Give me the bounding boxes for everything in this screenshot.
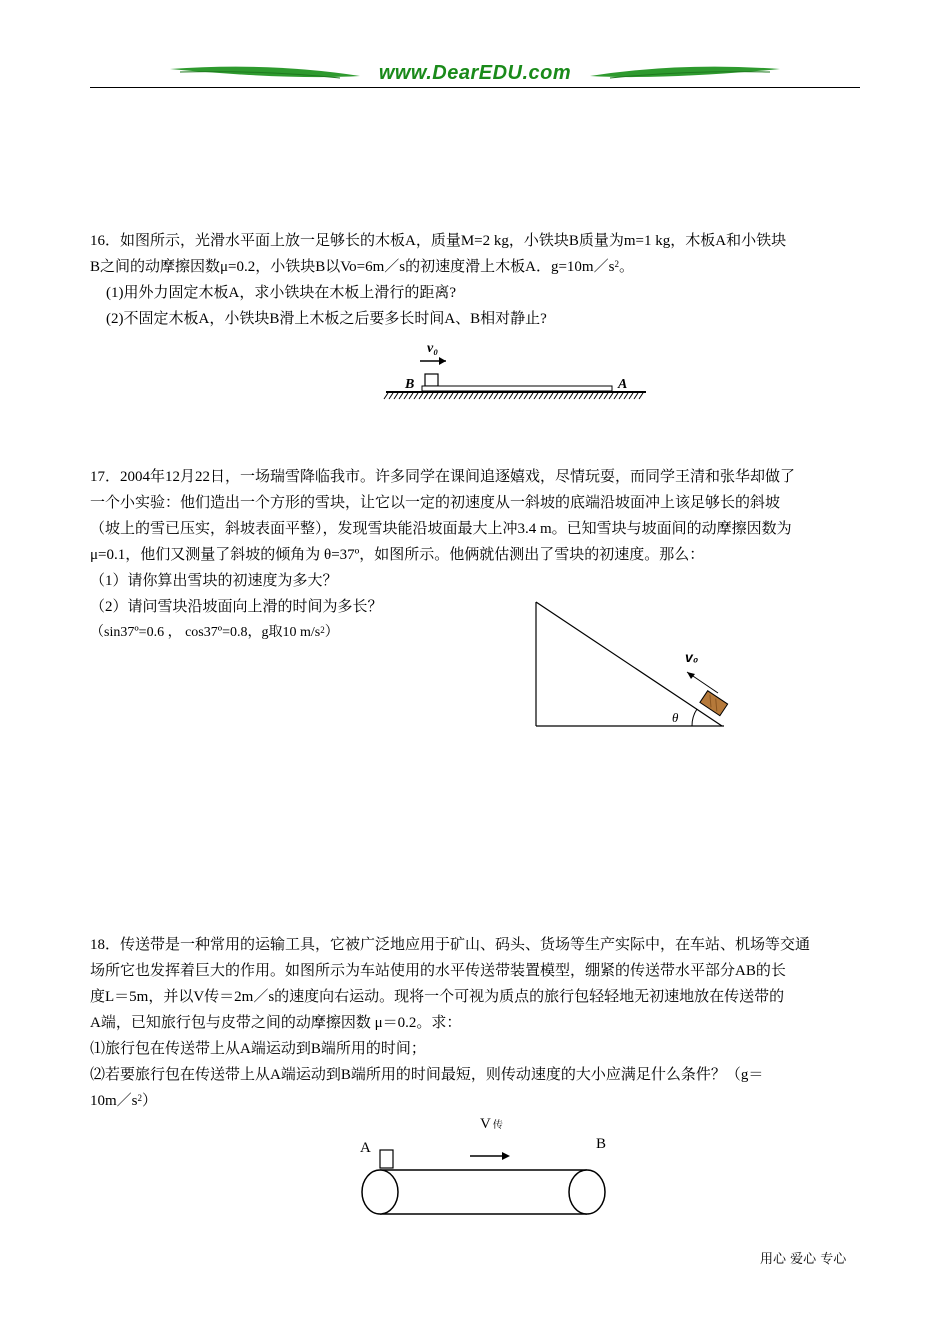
ground-hatch-line: [399, 393, 403, 399]
ground-hatch-line: [619, 393, 623, 399]
q16-line1: 16．如图所示，光滑水平面上放一足够长的木板A，质量M=2 kg，小铁块B质量为m=1 kg，木板A和小铁块: [90, 233, 787, 249]
q17-line3: （坡上的雪已压实，斜坡表面平整），发现雪块能沿坡面最大上冲3.4 m。已知雪块与坡面间的动摩擦因数为: [90, 521, 792, 537]
ground-hatch-line: [599, 393, 603, 399]
ground-hatch-line: [629, 393, 633, 399]
ground-hatch-line: [454, 393, 458, 399]
ground-hatch-line: [614, 393, 618, 399]
q16-wood-board: [422, 386, 612, 391]
ground-hatch-line: [494, 393, 498, 399]
q18-roller-left: [362, 1170, 398, 1214]
q17-note: （sin37º=0.6 ， cos37º=0.8，g取10 $m/s^2$）: [90, 625, 339, 640]
q18-sub2-cont: $10m/s^2$）: [90, 1093, 158, 1109]
ground-hatch-line: [539, 393, 543, 399]
q18-label-a: A: [360, 1140, 371, 1156]
q16-sub2: (2)不固定木板A，小铁块B滑上木板之后要多长时间A、B相对静止?: [106, 311, 547, 327]
q17-figure: [530, 598, 730, 730]
q18-line2: 场所它也发挥着巨大的作用。如图所示为车站使用的水平传送带装置模型，绷紧的传送带水平部分AB的长: [90, 963, 786, 979]
q18-sub1: ⑴旅行包在传送带上从A端运动到B端所用的时间；: [90, 1041, 426, 1057]
q17-sub1: （1）请你算出雪块的初速度为多大？: [90, 573, 338, 589]
q17-theta-label: θ: [672, 710, 679, 725]
ground-hatch-line: [469, 393, 473, 399]
ground-hatch-line: [559, 393, 563, 399]
ground-hatch-line: [534, 393, 538, 399]
q17-line1: 17．2004年12月22日，一场瑞雪降临我市。许多同学在课间追逐嬉戏，尽情玩耍，而同学王清和张华却做了: [90, 469, 796, 485]
ground-hatch-line: [389, 393, 393, 399]
ground-hatch-line: [544, 393, 548, 399]
ground-hatch-line: [459, 393, 463, 399]
q16-iron-block: [425, 374, 438, 386]
ground-hatch-line: [429, 393, 433, 399]
site-url[interactable]: www.DearEDU.com: [378, 62, 572, 84]
q18-label-b: B: [596, 1136, 607, 1152]
ground-hatch-line: [409, 393, 413, 399]
ground-hatch-line: [594, 393, 598, 399]
ground-hatch-line: [479, 393, 483, 399]
ground-hatch-line: [604, 393, 608, 399]
ground-hatch-line: [639, 393, 643, 399]
ground-hatch-line: [489, 393, 493, 399]
ground-hatch-line: [384, 393, 388, 399]
q17-angle-arc: [692, 709, 697, 726]
ground-hatch-line: [609, 393, 613, 399]
q16-label-a: A: [618, 377, 628, 392]
q18-figure: [350, 1110, 620, 1222]
q16-v0-label: v₀: [427, 341, 439, 356]
q18-sub2: ⑵若要旅行包在传送带上从A端运动到B端所用的时间最短，则传动速度的大小应满足什么条件？（g＝: [90, 1067, 764, 1083]
q18-travel-bag: [380, 1150, 393, 1168]
ground-hatch-line: [439, 393, 443, 399]
q16-label-b: B: [405, 377, 415, 392]
ground-hatch-line: [484, 393, 488, 399]
footer-slogan: 用心 爱心 专心: [760, 1252, 847, 1267]
q17-snow-block: [700, 691, 728, 716]
q17-sub2: （2）请问雪块沿坡面向上滑的时间为多长？: [90, 599, 383, 615]
q16-line2: B之间的动摩擦因数μ=0.2，小铁块B以Vo=6m／s的初速度滑上木板A．$g=10m/s^2$。: [90, 259, 634, 275]
q18-v-label: V传: [480, 1116, 503, 1132]
q18-line3: 度L＝5m，并以V传＝2m／s的速度向右运动。现将一个可视为质点的旅行包轻轻地无初速地放在传送带的: [90, 989, 785, 1005]
ground-hatch-line: [554, 393, 558, 399]
ground-hatch-line: [434, 393, 438, 399]
ground-hatch-line: [519, 393, 523, 399]
ground-hatch-line: [574, 393, 578, 399]
ground-hatch-line: [504, 393, 508, 399]
q16-figure: [380, 336, 650, 414]
q18-line4: A端，已知旅行包与皮带之间的动摩擦因数 μ＝0.2。求：: [90, 1015, 462, 1031]
ground-hatch-line: [414, 393, 418, 399]
ground-hatch-line: [404, 393, 408, 399]
ground-hatch-line: [449, 393, 453, 399]
ground-hatch-line: [514, 393, 518, 399]
ground-hatch-line: [634, 393, 638, 399]
q17-line2: 一个小实验：他们造出一个方形的雪块，让它以一定的初速度从一斜坡的底端沿坡面冲上该足够长的斜坡: [90, 495, 781, 511]
ground-hatch-line: [549, 393, 553, 399]
q16-sub1: (1)用外力固定木板A，求小铁块在木板上滑行的距离?: [106, 285, 456, 301]
ground-hatch-line: [444, 393, 448, 399]
ground-hatch-line: [584, 393, 588, 399]
ground-hatch-line: [569, 393, 573, 399]
ground-hatch-line: [589, 393, 593, 399]
ground-hatch-line: [564, 393, 568, 399]
ground-hatch-line: [424, 393, 428, 399]
ground-hatch-line: [579, 393, 583, 399]
ground-hatch-line: [474, 393, 478, 399]
ground-hatch-line: [524, 393, 528, 399]
header-rule: [90, 87, 860, 88]
ground-hatch-line: [464, 393, 468, 399]
ground-hatch-line: [509, 393, 513, 399]
q17-v0-label: v₀: [685, 649, 699, 665]
q18-line1: 18．传送带是一种常用的运输工具，它被广泛地应用于矿山、码头、货场等生产实际中，在车站、机场等交通: [90, 937, 811, 953]
ground-hatch-line: [499, 393, 503, 399]
q17-line4: μ=0.1，他们又测量了斜坡的倾角为 θ=37º，如图所示。他俩就估测出了雪块的初速度。那么：: [90, 547, 705, 563]
q18-roller-right: [569, 1170, 605, 1214]
ground-hatch-line: [529, 393, 533, 399]
ground-hatch-line: [624, 393, 628, 399]
ground-hatch-line: [419, 393, 423, 399]
ground-hatch-line: [394, 393, 398, 399]
